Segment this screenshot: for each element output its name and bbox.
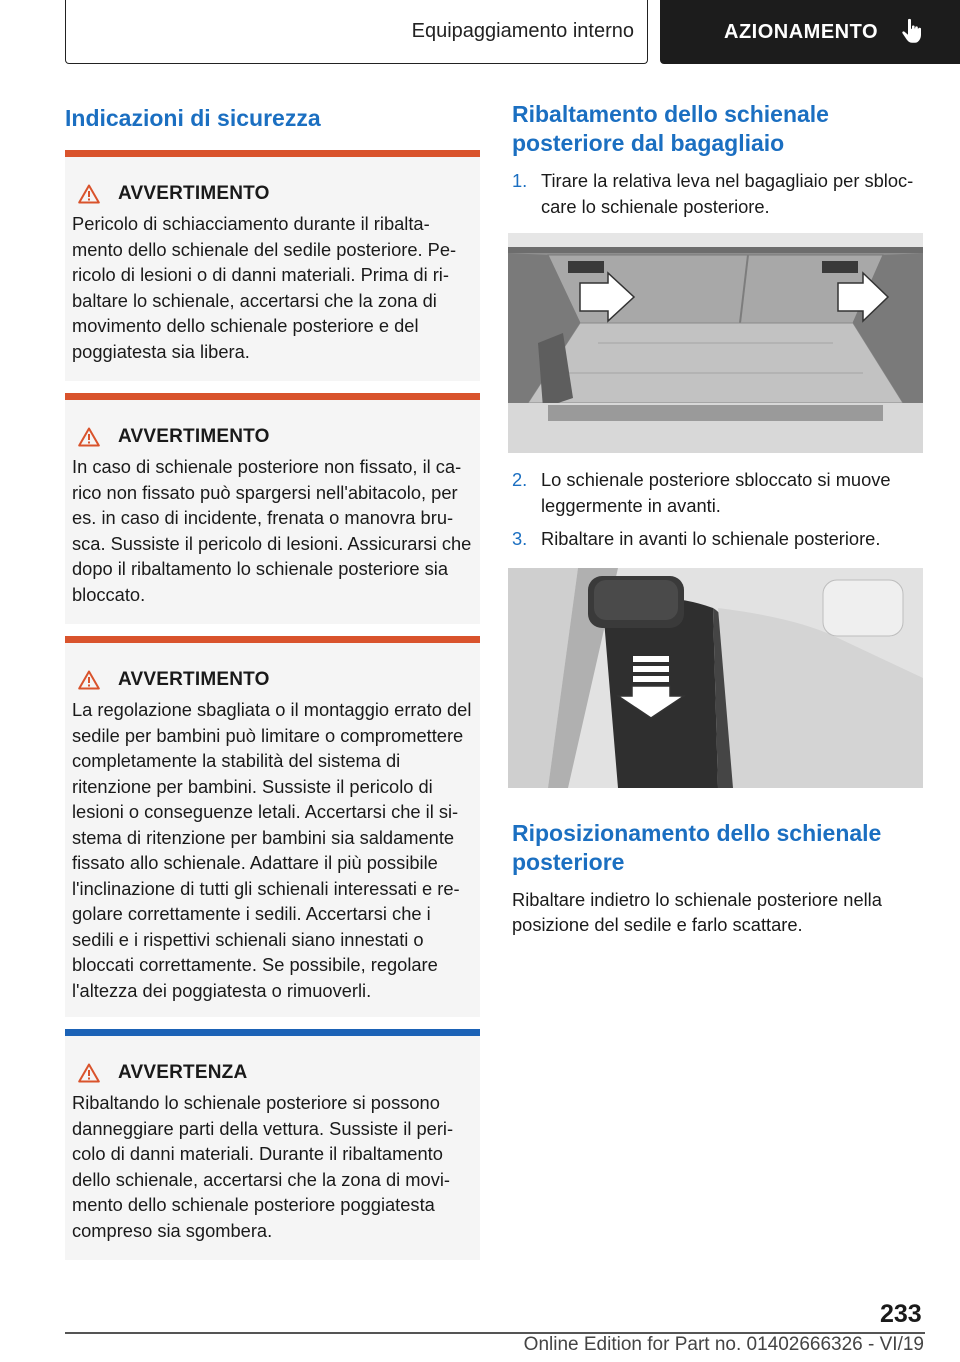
step-number: 1.: [512, 170, 528, 191]
warning-box-2: [65, 393, 480, 624]
left-column: [65, 100, 480, 1260]
warning-title: AVVERTIMENTO: [118, 669, 270, 690]
fold-from-trunk-heading: Ribaltamento dello schienale posteriore dal bagagliaio: [512, 101, 829, 156]
safety-heading: Indicazioni di sicurezza: [65, 105, 321, 131]
step-number: 2.: [512, 469, 528, 490]
reposition-text: Ribaltare indietro lo schienale posteriore nella posizione del sedile e farlo scattare.: [512, 888, 882, 935]
hand-pointer-icon: [900, 18, 926, 46]
step-item: [512, 467, 924, 518]
warning-box-1: [65, 150, 480, 381]
step-item: [512, 526, 924, 552]
footer-edition: Online Edition for Part no. 01402666326 - VI/19: [523, 1334, 924, 1355]
notice-text: Ribaltando lo schienale posteriore si possono danneggiare parti della vettura. Sussiste il pericolo di danni materiali. Durante il ribaltamento dello schienale, accertarsi che la zona di movimento dello schienale posteriore poggiatesta compreso sia sgombera.: [72, 1092, 454, 1241]
step-number: 3.: [512, 528, 528, 549]
notice-title: AVVERTENZA: [118, 1062, 248, 1083]
step-text: Ribaltare in avanti lo schienale posteriore.: [541, 528, 881, 549]
right-column: [512, 100, 924, 938]
step-item: [512, 168, 924, 219]
warning-text: La regolazione sbagliata o il montaggio errato del sedile per bambini può limitare o compromettere completamente la stabilità del sistema di ritenzione per bambini. Sussiste il pericolo di lesioni o conseguenze letali. Accertarsi che il sistema di ritenzione per bambini sia saldamente fissato allo schienale. Adattare il più possibile l'inclinazione di tutti gli schienali interessati e regolare correttamente i sedili. Accertarsi che i sedili e i rispettivi schienali siano innestati o bloccati correttamente. Se possibile, regolare l'altezza dei poggiatesta o rimuoverli.: [72, 699, 472, 1001]
warning-triangle-icon: [78, 1063, 100, 1083]
page-number: 233: [880, 1300, 922, 1328]
header-chapter-tab: [660, 0, 960, 64]
warning-box-3: [65, 636, 480, 1017]
warning-text: In caso di schienale posteriore non fissato, il carico non fissato può spargersi nell'abitacolo, per es. in caso di incidente, frenata o manovra brusca. Sussiste il pericolo di lesioni. Assicurarsi che dopo il ribaltamento lo schienale posteriore sia bloccato.: [72, 456, 472, 605]
chapter-title: AZIONAMENTO: [724, 20, 879, 43]
step-text: Tirare la relativa leva nel bagagliaio per sbloccare lo schienale posteriore.: [541, 170, 914, 217]
warning-triangle-icon: [78, 184, 100, 204]
header-section-tab: [65, 0, 648, 64]
section-title: Equipaggiamento interno: [411, 20, 634, 42]
warning-triangle-icon: [78, 670, 100, 690]
trunk-release-lever-photo: [508, 233, 923, 453]
reposition-heading: Riposizionamento dello schienale posteriore: [512, 819, 882, 875]
warning-text: Pericolo di schiacciamento durante il ribaltamento dello schienale del sedile posteriore. Pericolo di lesioni o di danni materiali. Prima di ribaltare lo schienale, accertarsi che la zona di movimento dello schienale posteriore e del poggiatesta sia libera.: [72, 213, 457, 362]
warning-title: AVVERTIMENTO: [118, 183, 270, 204]
notice-box: [65, 1029, 480, 1260]
rear-seat-fold-photo: [508, 568, 923, 788]
warning-triangle-icon: [78, 427, 100, 447]
warning-title: AVVERTIMENTO: [118, 426, 270, 447]
step-text: Lo schienale posteriore sbloccato si muove leggermente in avanti.: [541, 469, 891, 516]
